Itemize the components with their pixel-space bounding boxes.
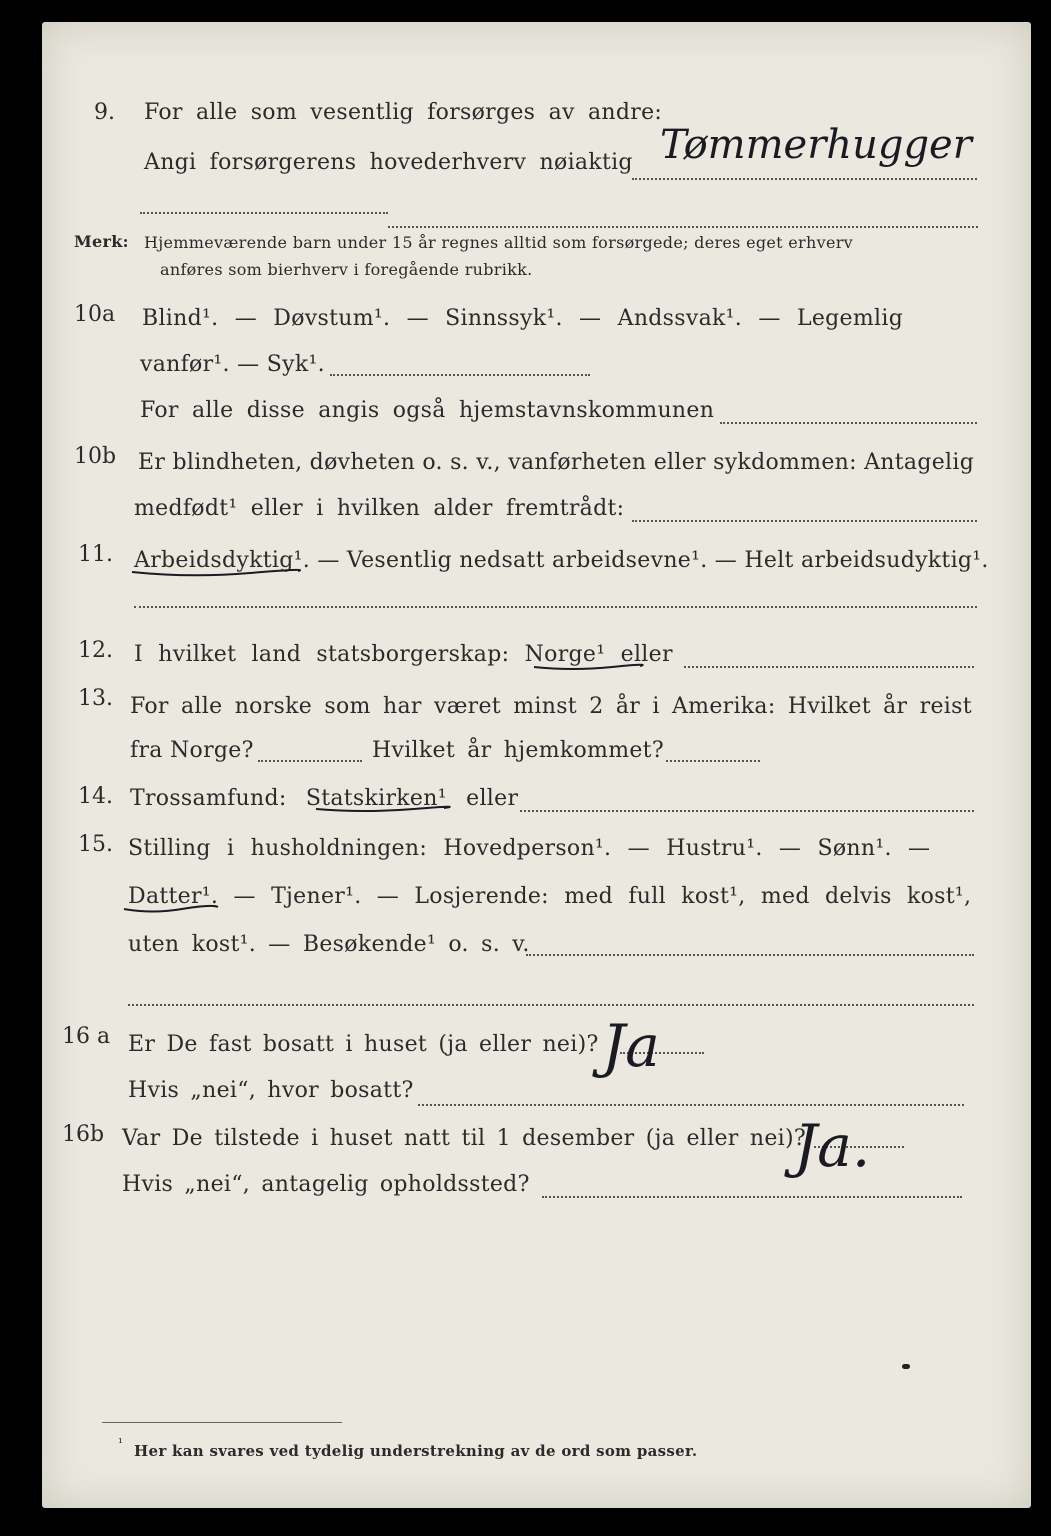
q10a-hjemstavn-line <box>720 422 977 424</box>
q10b-line2: medfødt¹ eller i hvilken alder fremtrådt: <box>134 496 625 521</box>
q9-extra-line <box>388 226 978 228</box>
q10a-answer-line <box>330 374 590 376</box>
q9-handwritten-answer: Tømmerhugger <box>660 122 972 168</box>
q9-number: 9. <box>94 100 115 125</box>
q12-line1: I hvilket land statsborgerskap: Norge¹ eller <box>134 642 673 667</box>
q16b-opholdssted-line <box>542 1196 962 1198</box>
q10b-number: 10b <box>74 444 117 469</box>
merk-line1: Hjemmeværende barn under 15 år regnes alltid som forsørgede; deres eget erhverv <box>144 233 853 252</box>
q10b-line1: Er blindheten, døvheten o. s. v., vanførheten eller sykdommen: Antagelig <box>138 450 975 475</box>
q13-line1: For alle norske som har været minst 2 år i Amerika: Hvilket år reist <box>130 694 972 719</box>
q16b-line1: Var De tilstede i huset natt til 1 desember (ja eller nei)? <box>122 1126 806 1151</box>
q12-number: 12. <box>78 638 113 663</box>
q15-answer-line <box>526 954 974 956</box>
q11-line1: Arbeidsdyktig¹. — Vesentlig nedsatt arbeidsevne¹. — Helt arbeidsudyktig¹. <box>134 548 989 573</box>
q10a-line2: vanfør¹. — Syk¹. <box>140 352 325 377</box>
q9-answer-line <box>632 178 977 180</box>
q16b-number: 16b <box>62 1122 105 1147</box>
q12-answer-line <box>684 666 974 668</box>
q9-line1: For alle som vesentlig forsørges av andre: <box>144 100 663 125</box>
q16a-bosatt-line <box>418 1104 964 1106</box>
q14-underline-mark <box>314 804 446 814</box>
q15-extra-line <box>128 1004 974 1006</box>
merk-line2: anføres som bierhverv i foregående rubrikk. <box>160 260 533 279</box>
q13-line2b: Hvilket år hjemkommet? <box>372 738 664 763</box>
q15-underline-mark <box>122 902 222 914</box>
footnote-rule <box>102 1422 342 1423</box>
ink-spot <box>902 1364 910 1369</box>
merk-label: Merk: <box>74 232 129 251</box>
q15-number: 15. <box>78 832 113 857</box>
q16a-line2: Hvis „nei“, hvor bosatt? <box>128 1078 414 1103</box>
q15-line1: Stilling i husholdningen: Hovedperson¹. — Hustru¹. — Sønn¹. — <box>128 836 931 861</box>
q15-line2: Datter¹. — Tjener¹. — Losjerende: med full kost¹, med delvis kost¹, <box>128 884 972 909</box>
q13-number: 13. <box>78 686 113 711</box>
q13-hjemkommet-line <box>666 760 760 762</box>
q13-reist-line <box>258 760 362 762</box>
footnote-text: Her kan svares ved tydelig understrekning av de ord som passer. <box>134 1442 698 1460</box>
q15-line3: uten kost¹. — Besøkende¹ o. s. v. <box>128 932 530 957</box>
footnote-mark: ¹ <box>118 1436 124 1450</box>
q11-extra-line <box>134 606 977 608</box>
q9-line2: Angi forsørgerens hovederhverv nøiaktig <box>144 150 633 175</box>
q10b-answer-line <box>632 520 977 522</box>
q16b-handwritten-answer: Ja. <box>794 1112 871 1180</box>
q10a-number: 10a <box>74 302 116 327</box>
q10a-line3: For alle disse angis også hjemstavnskommunen <box>140 398 715 423</box>
q14-number: 14. <box>78 784 113 809</box>
q13-line2a: fra Norge? <box>130 738 254 763</box>
q11-underline-mark <box>130 566 300 578</box>
q12-underline-mark <box>532 662 642 672</box>
q10a-line1: Blind¹. — Døvstum¹. — Sinnssyk¹. — Andssvak¹. — Legemlig <box>142 306 904 331</box>
q14-line1: Trossamfund: Statskirken¹ eller <box>130 786 519 811</box>
q16a-number: 16 a <box>62 1024 111 1049</box>
q11-number: 11. <box>78 542 113 567</box>
q16a-line1: Er De fast bosatt i huset (ja eller nei)? <box>128 1032 599 1057</box>
census-form-page <box>42 22 1031 1508</box>
q16b-line2: Hvis „nei“, antagelig opholdssted? <box>122 1172 530 1197</box>
q14-answer-line <box>520 810 974 812</box>
q16a-handwritten-answer: Ja <box>602 1012 660 1080</box>
q9-extra-line-left <box>140 212 388 214</box>
